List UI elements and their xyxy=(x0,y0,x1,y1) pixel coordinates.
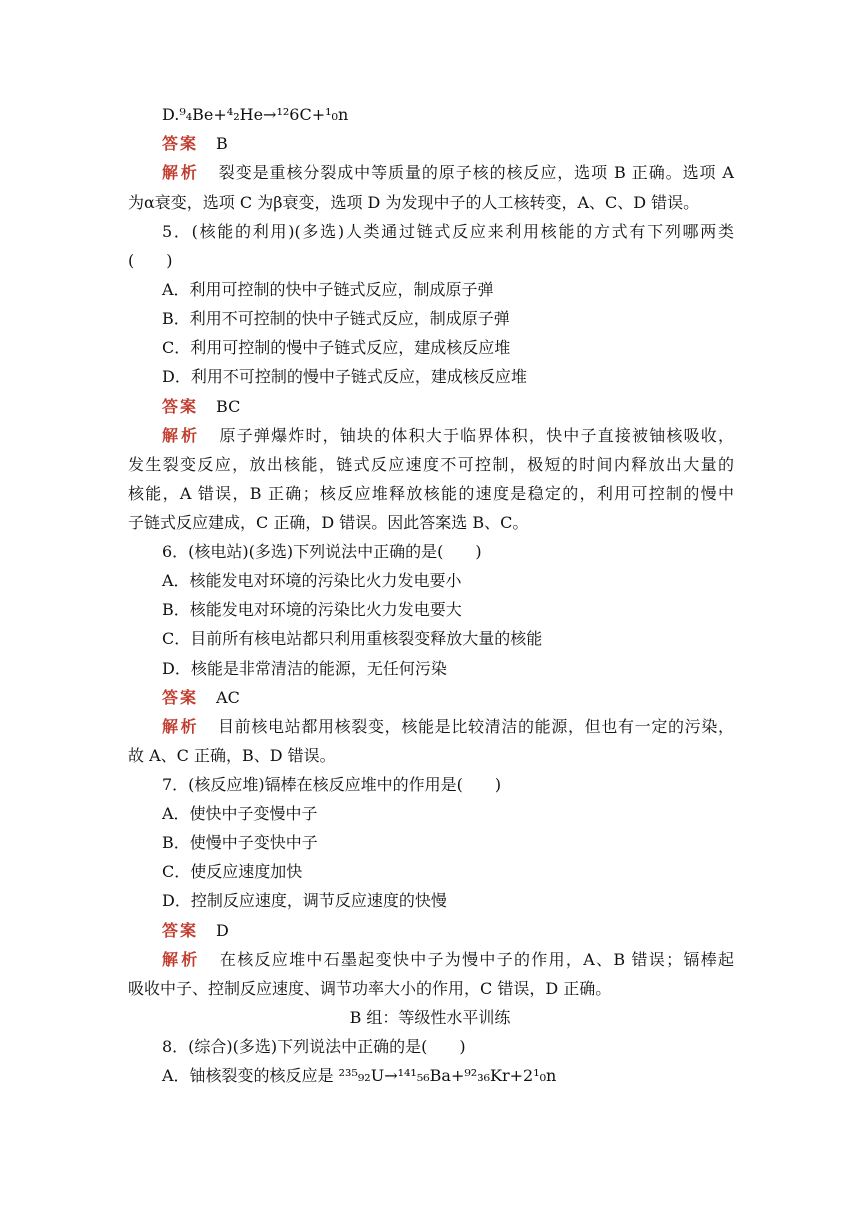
question-5-blank: ( ) xyxy=(128,251,173,270)
analysis-q5-line4: 子链式反应建成，C 正确，D 错误。因此答案选 B、C。 xyxy=(128,513,529,532)
option-d-q6: D．核能是非常清洁的能源，无任何污染 xyxy=(162,659,447,678)
answer-value: AC xyxy=(216,688,240,707)
analysis-q5-line2: 发生裂变反应，放出核能，链式反应速度不可控制，极短的时间内释放出大量的 xyxy=(128,455,734,474)
analysis-q6-line1 xyxy=(162,716,734,738)
analysis-label: 解析 xyxy=(162,717,200,736)
analysis-label: 解析 xyxy=(162,163,200,182)
option-a-q6: A．核能发电对环境的污染比火力发电要小 xyxy=(162,571,462,590)
analysis-label: 解析 xyxy=(162,426,201,445)
option-c-q6: C．目前所有核电站都只利用重核裂变释放大量的核能 xyxy=(162,629,543,648)
analysis-q4-line2: 为α衰变，选项 C 为β衰变，选项 D 为发现中子的人工核转变，A、C、D 错误。 xyxy=(128,193,700,212)
option-b-q7: B．使慢中子变快中子 xyxy=(162,833,318,852)
option-c-q7: C．使反应速度加快 xyxy=(162,862,303,881)
option-a-q7: A．使快中子变慢中子 xyxy=(162,804,318,823)
option-b-q5: B．利用不可控制的快中子链式反应，制成原子弹 xyxy=(162,309,510,328)
question-6-stem: 6．(核电站)(多选)下列说法中正确的是( ) xyxy=(162,542,482,561)
analysis-q5-line1 xyxy=(162,425,734,447)
analysis-text: 目前核电站都用核裂变，核能是比较清洁的能源，但也有一定的污染， xyxy=(217,717,734,736)
option-a-q5: A．利用可控制的快中子链式反应，制成原子弹 xyxy=(162,280,494,299)
analysis-q7-line1 xyxy=(162,949,734,971)
option-a-q8: A．铀核裂变的核反应是 ²³⁵₉₂U→¹⁴¹₅₆Ba+⁹²₃₆Kr+2¹₀n xyxy=(162,1066,557,1085)
analysis-q7-line2: 吸收中子、控制反应速度、调节功率大小的作用，C 错误，D 正确。 xyxy=(128,979,612,998)
analysis-text: 原子弹爆炸时，铀块的体积大于临界体积，快中子直接被铀核吸收， xyxy=(218,426,734,445)
analysis-q4-line1 xyxy=(162,162,734,184)
section-heading-b: B 组：等级性水平训练 xyxy=(349,1008,511,1027)
answer-label: 答案 xyxy=(162,688,199,707)
answer-q6 xyxy=(162,687,240,709)
option-b-q6: B．核能发电对环境的污染比火力发电要大 xyxy=(162,600,462,619)
analysis-text: 裂变是重核分裂成中等质量的原子核的核反应，选项 B 正确。选项 A xyxy=(217,163,734,182)
answer-value: BC xyxy=(216,397,241,416)
option-c-q5: C．利用可控制的慢中子链式反应，建成核反应堆 xyxy=(162,338,511,357)
answer-label: 答案 xyxy=(162,921,199,940)
question-5-stem: 5．(核能的利用)(多选)人类通过链式反应来利用核能的方式有下列哪两类 xyxy=(162,222,734,241)
answer-value: B xyxy=(216,134,228,153)
answer-value: D xyxy=(216,921,229,940)
analysis-q6-line2: 故 A、C 正确，B、D 错误。 xyxy=(128,746,336,765)
answer-q7 xyxy=(162,920,229,942)
answer-q4 xyxy=(162,133,228,155)
option-d-q5: D．利用不可控制的慢中子链式反应，建成核反应堆 xyxy=(162,367,527,386)
analysis-q5-line3: 核能，A 错误，B 正确；核反应堆释放核能的速度是稳定的，利用可控制的慢中 xyxy=(128,484,734,503)
answer-label: 答案 xyxy=(162,134,199,153)
answer-label: 答案 xyxy=(162,397,199,416)
answer-q5 xyxy=(162,396,240,418)
option-d-q7: D．控制反应速度，调节反应速度的快慢 xyxy=(162,891,447,910)
analysis-label: 解析 xyxy=(162,950,201,969)
question-7-stem: 7．(核反应堆)镉棒在核反应堆中的作用是( ) xyxy=(162,775,502,794)
analysis-text: 在核反应堆中石墨起变快中子为慢中子的作用，A、B 错误；镉棒起 xyxy=(218,950,734,969)
option-d-q4: D.⁹₄Be+⁴₂He→¹²6C+¹₀n xyxy=(162,105,349,124)
question-8-stem: 8．(综合)(多选)下列说法中正确的是( ) xyxy=(162,1037,466,1056)
